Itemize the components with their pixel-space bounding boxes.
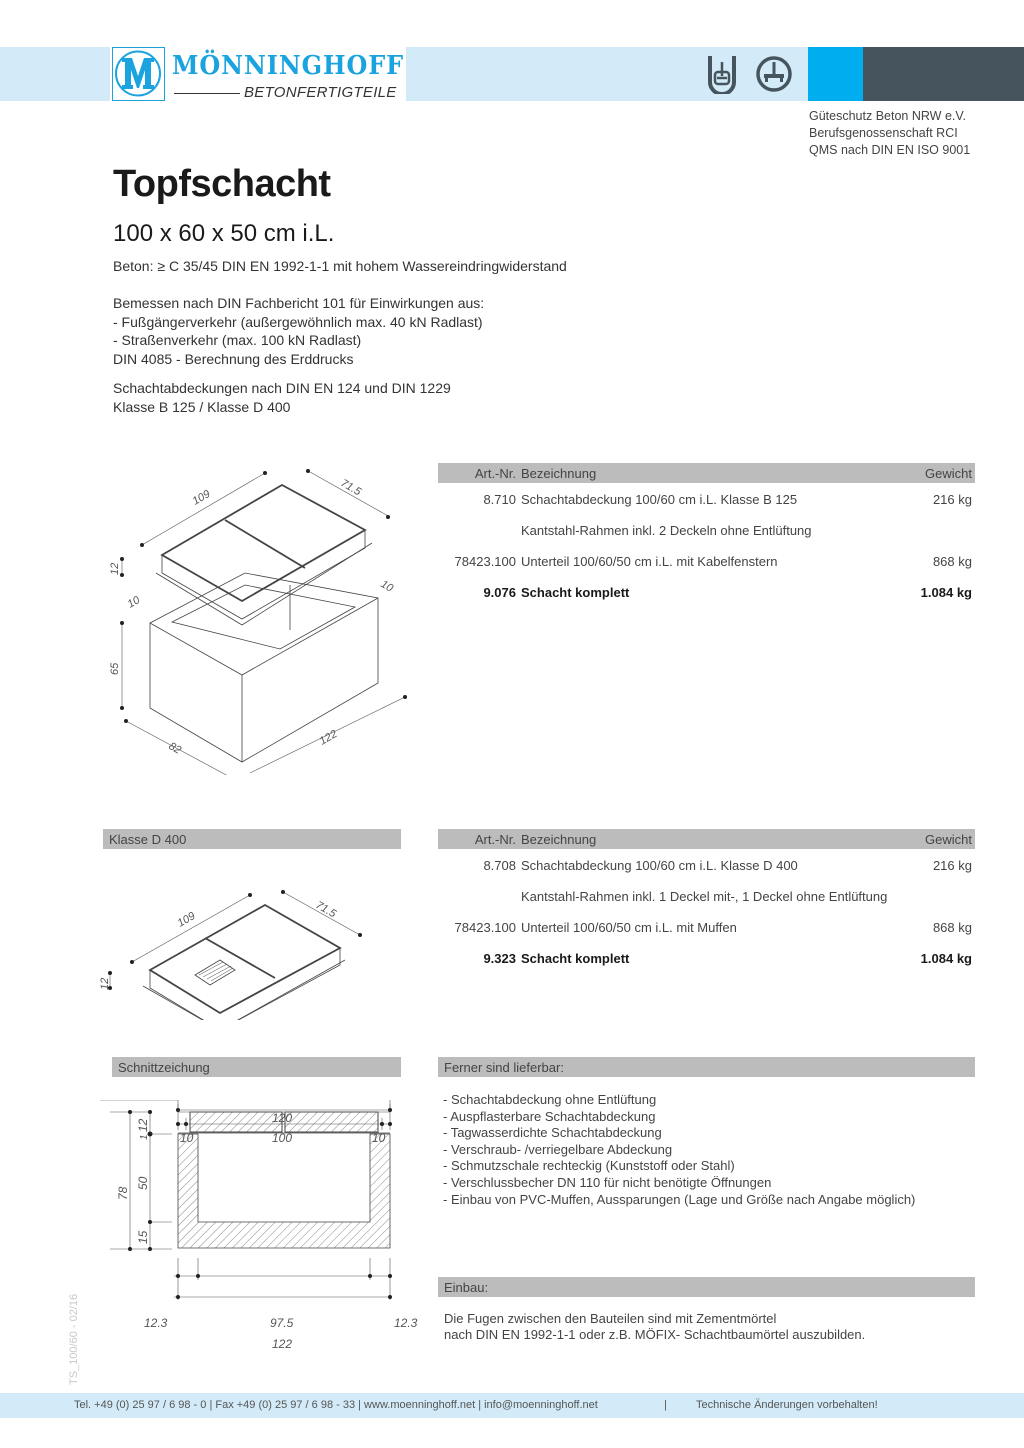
dim-body-width: 82 <box>166 740 184 757</box>
list-item: - Schachtabdeckung ohne Entlüftung <box>443 1092 657 1107</box>
cell-gew: 868 kg <box>932 554 972 569</box>
dim-point <box>263 471 267 475</box>
logo-emblem <box>112 47 165 101</box>
cell-art: 8.708 <box>483 858 516 873</box>
cell-bez: Schachtabdeckung 100/60 cm i.L. Klasse B 125 <box>521 492 798 507</box>
dim-point <box>281 890 285 894</box>
footer-contact: Tel. +49 (0) 25 97 / 6 98 - 0 | Fax +49 (0) 25 97 / 6 98 - 33 | www.moenninghoff.net | info@moenninghoff.net <box>74 1399 598 1411</box>
dim-body-length: 122 <box>317 728 340 748</box>
shaft-body-outline <box>150 573 378 762</box>
table-row <box>438 514 975 545</box>
dim-lid-height: 12 <box>109 562 121 575</box>
page-title: Topfschacht <box>113 163 331 205</box>
col-art-nr: Art.-Nr. <box>474 832 516 847</box>
dim-point <box>140 543 144 547</box>
cell-gew: 1.084 kg <box>920 951 972 966</box>
footer-separator: | <box>664 1399 667 1411</box>
section-label-also-available: Ferner sind lieferbar: <box>438 1057 975 1077</box>
dim-point <box>380 1122 384 1126</box>
table-row <box>438 880 975 911</box>
table-row <box>438 483 975 514</box>
brand-subtitle: BETONFERTIGTEILE <box>244 84 397 101</box>
cover-line: Klasse B 125 / Klasse D 400 <box>113 398 291 415</box>
brand-name: MÖNNINGHOFF <box>172 51 405 81</box>
dim-point <box>176 1122 180 1126</box>
load-bearing-icon <box>754 54 790 94</box>
header-band-left <box>0 47 110 101</box>
dim-point <box>386 515 390 519</box>
dim-point <box>176 1108 180 1112</box>
col-gewicht: Gewicht <box>925 832 972 847</box>
col-art-nr: Art.-Nr. <box>474 466 516 481</box>
cell-gew: 868 kg <box>932 920 972 935</box>
cell-gew: 216 kg <box>932 492 972 507</box>
product-dimensions: 100 x 60 x 50 cm i.L. <box>113 220 335 247</box>
dim-top-mid: 100 <box>272 1131 293 1145</box>
installation-line: Die Fugen zwischen den Bauteilen sind mit Zementmörtel <box>444 1311 777 1326</box>
isometric-drawing-d400 <box>95 850 415 1020</box>
section-label-d400: Klasse D 400 <box>103 829 401 849</box>
table-row <box>438 911 975 942</box>
dim-h-inner: 50 <box>136 1176 150 1190</box>
design-line: Bemessen nach DIN Fachbericht 101 für Einwirkungen aus: <box>113 295 485 311</box>
dim-point <box>388 1122 392 1126</box>
header-band-right <box>406 47 808 101</box>
dim-point <box>120 621 124 625</box>
header-accent-dark <box>863 47 1024 101</box>
table-row-total <box>438 942 975 973</box>
logo-rule <box>174 93 240 94</box>
col-bezeichnung: Bezeichnung <box>521 832 597 847</box>
cell-bez: Schachtabdeckung 100/60 cm i.L. Klasse D 400 <box>521 858 798 873</box>
dim-lid-width: 71.5 <box>338 477 364 499</box>
list-item: - Verschraub- /verriegelbare Abdeckung <box>443 1141 673 1157</box>
dim-bot-left: 12.3 <box>144 1316 168 1330</box>
design-spec <box>113 294 484 368</box>
cell-art: 8.710 <box>483 492 516 507</box>
list-item: - Einbau von PVC-Muffen, Aussparungen (Lage und Größe nach Angabe möglich) <box>443 1191 916 1207</box>
design-line: - Straßenverkehr (max. 100 kN Radlast) <box>113 332 362 348</box>
section-label-installation: Einbau: <box>438 1277 975 1297</box>
table-row <box>438 545 975 576</box>
list-item: - Auspflasterbare Schachtabdeckung <box>443 1108 656 1124</box>
isometric-drawing-b125 <box>100 455 420 775</box>
dim-h-total: 78 <box>116 1186 130 1200</box>
dim-point <box>120 557 124 561</box>
document-code: TS_100/60 - 02/16 <box>68 1293 80 1385</box>
table-header <box>438 463 975 483</box>
design-line: - Fußgängerverkehr (außergewöhnlich max. 40 kN Radlast) <box>113 313 483 330</box>
cell-art: 78423.100 <box>454 920 516 935</box>
dim-body-height: 65 <box>109 662 121 675</box>
dim-bot-mid: 97.5 <box>270 1316 294 1330</box>
cell-bez: Unterteil 100/60/50 cm i.L. mit Muffen <box>521 920 737 935</box>
grate <box>195 960 235 985</box>
dim-h-lid: 12 <box>136 1118 150 1132</box>
dim-point <box>120 706 124 710</box>
dim-wall-top: 10 <box>125 594 143 611</box>
article-table-b125 <box>438 463 975 607</box>
footer-note: Technische Änderungen vorbehalten! <box>696 1399 878 1411</box>
dim-lid-length: 109 <box>175 910 198 930</box>
list-item: - Tagwasserdichte Schachtabdeckung <box>443 1125 662 1141</box>
table-header <box>438 829 975 849</box>
dim-point <box>184 1122 188 1126</box>
cell-art: 78423.100 <box>454 554 516 569</box>
cell-bez: Kantstahl-Rahmen inkl. 2 Deckeln ohne Entlüftung <box>521 523 812 538</box>
dim-point <box>358 933 362 937</box>
cell-gew: 1.084 kg <box>920 585 972 600</box>
cover-line: Schachtabdeckungen nach DIN EN 124 und DIN 1229 <box>113 380 451 396</box>
dim-point <box>108 971 112 975</box>
lid-divider <box>225 520 305 568</box>
cell-bez: Schacht komplett <box>521 951 630 966</box>
cell-art: 9.076 <box>483 585 516 600</box>
dim-top-left: 10 <box>180 1131 194 1145</box>
header-accent-blue <box>808 47 863 101</box>
dim-point <box>388 1108 392 1112</box>
dim-lid-width: 71.5 <box>313 899 339 921</box>
table-row-total <box>438 576 975 607</box>
cert-line: QMS nach DIN EN ISO 9001 <box>809 143 971 157</box>
col-gewicht: Gewicht <box>925 466 972 481</box>
cell-bez: Kantstahl-Rahmen inkl. 1 Deckel mit-, 1 Deckel ohne Entlüftung <box>521 889 888 904</box>
col-bezeichnung: Bezeichnung <box>521 466 597 481</box>
certifications <box>809 108 970 159</box>
dim-bot-total: 122 <box>272 1337 293 1351</box>
concrete-spec: Beton: ≥ C 35/45 DIN EN 1992-1-1 mit hohem Wassereindringwiderstand <box>113 258 567 274</box>
dim-top-right: 10 <box>372 1131 386 1145</box>
shaft-body-edge <box>150 598 378 675</box>
dim-h-base: 15 <box>136 1230 150 1244</box>
company-logo <box>110 47 406 101</box>
dim-point <box>248 893 252 897</box>
dim-point <box>403 695 407 699</box>
dim-wall-side: 10 <box>378 578 396 595</box>
lid-divider <box>205 938 275 978</box>
design-line: DIN 4085 - Berechnung des Erddrucks <box>113 350 354 367</box>
installation-text <box>444 1311 865 1343</box>
section-label-schnitt: Schnittzeichung <box>112 1057 401 1077</box>
shaft-load-icon <box>704 54 740 94</box>
article-table-d400 <box>438 829 975 973</box>
dim-bot-right: 12.3 <box>394 1316 418 1330</box>
list-item: - Verschlussbecher DN 110 für nicht benötigte Öffnungen <box>443 1174 772 1190</box>
table-row <box>438 849 975 880</box>
dim-point <box>124 719 128 723</box>
dim-lid-length: 109 <box>190 488 213 508</box>
cert-line: Güteschutz Beton NRW e.V. <box>809 109 967 123</box>
section-dimensions <box>100 1100 430 1360</box>
list-item: - Schmutzschale rechteckig (Kunststoff oder Stahl) <box>443 1158 735 1174</box>
dim-h-gap: 1 <box>139 1134 150 1140</box>
installation-line: nach DIN EN 1992-1-1 oder z.B. MÖFIX- Schachtbaumörtel auszubilden. <box>444 1327 866 1342</box>
footer <box>0 1393 1024 1418</box>
cell-bez: Unterteil 100/60/50 cm i.L. mit Kabelfenstern <box>521 554 778 569</box>
cell-bez: Schacht komplett <box>521 585 630 600</box>
cert-line: Berufsgenossenschaft RCI <box>809 126 958 140</box>
cell-art: 9.323 <box>483 951 516 966</box>
dim-top-total: 120 <box>272 1111 293 1125</box>
dim-lid-height: 12 <box>99 977 111 990</box>
dim-point <box>130 960 134 964</box>
also-available-list <box>443 1092 915 1208</box>
cell-gew: 216 kg <box>932 858 972 873</box>
dim-point <box>306 469 310 473</box>
cover-spec <box>113 379 451 416</box>
